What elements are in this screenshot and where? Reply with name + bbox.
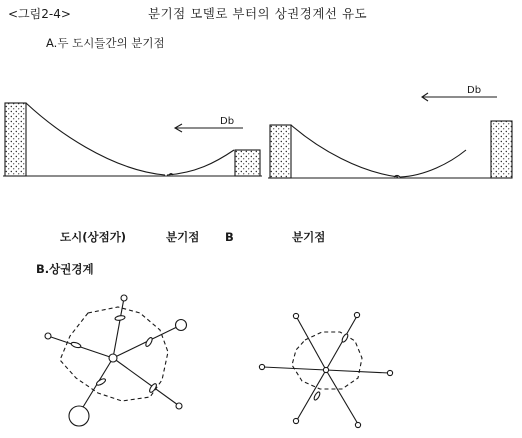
attraction-curve-b-left <box>167 150 234 175</box>
city-block-a-left <box>5 103 26 176</box>
route-ne-right <box>326 316 357 370</box>
db-label-left: Db <box>220 116 235 127</box>
caption-city: 도시(상점가) <box>60 230 127 244</box>
city-node-w-right <box>259 364 264 369</box>
db-label-right: Db <box>467 85 482 96</box>
section-a-heading: A.두 도시들간의 분기점 <box>46 36 165 50</box>
figure-title: 분기점 모델로 부터의 상권경계선 유도 <box>148 6 368 21</box>
city-node-north-left <box>121 295 127 301</box>
breaking-point-northeast-left <box>145 337 154 348</box>
trade-boundary-right <box>259 312 392 427</box>
attraction-curve-a-left <box>26 103 165 175</box>
breaking-point-ne-right <box>341 333 349 343</box>
city-node-large-south-left <box>69 406 89 426</box>
city-node-nw-right <box>293 313 298 318</box>
city-block-b-right <box>491 121 512 178</box>
route-nw-right <box>296 316 326 370</box>
two-cities-diagram-right <box>268 93 512 178</box>
caption-breaking-point-2: 분기점 <box>292 230 326 244</box>
breaking-point-north-left <box>115 315 126 321</box>
city-block-b-left <box>235 150 260 176</box>
city-node-southeast-left <box>176 403 182 409</box>
route-se-right <box>326 370 358 424</box>
city-node-se-right <box>355 422 360 427</box>
city-node-west-left <box>45 333 51 339</box>
breaking-point-south-left <box>96 378 107 387</box>
trade-area-boundary-right <box>292 332 362 389</box>
attraction-curve-b-right <box>400 150 466 177</box>
breaking-point-west-left <box>71 341 82 348</box>
trade-boundary-left <box>45 295 187 426</box>
city-block-a-right <box>270 125 291 178</box>
route-e-right <box>326 370 389 373</box>
city-node-ne-right <box>354 312 359 317</box>
center-city-node-left <box>109 354 117 362</box>
two-cities-diagram-left <box>3 103 262 176</box>
caption-breaking-point-1: 분기점 <box>166 230 200 244</box>
route-w-right <box>263 367 326 370</box>
center-city-node-right <box>323 367 328 372</box>
city-node-e-right <box>387 370 392 375</box>
route-sw-right <box>297 370 326 420</box>
breaking-point-sw-right <box>313 391 321 401</box>
city-node-sw-right <box>293 418 298 423</box>
section-b-heading: B.상권경계 <box>36 262 94 276</box>
city-node-northeast-left <box>176 320 187 331</box>
attraction-curve-a-right <box>291 125 398 177</box>
figure-label: <그림2-4> <box>8 7 71 21</box>
caption-b: B <box>225 230 234 244</box>
